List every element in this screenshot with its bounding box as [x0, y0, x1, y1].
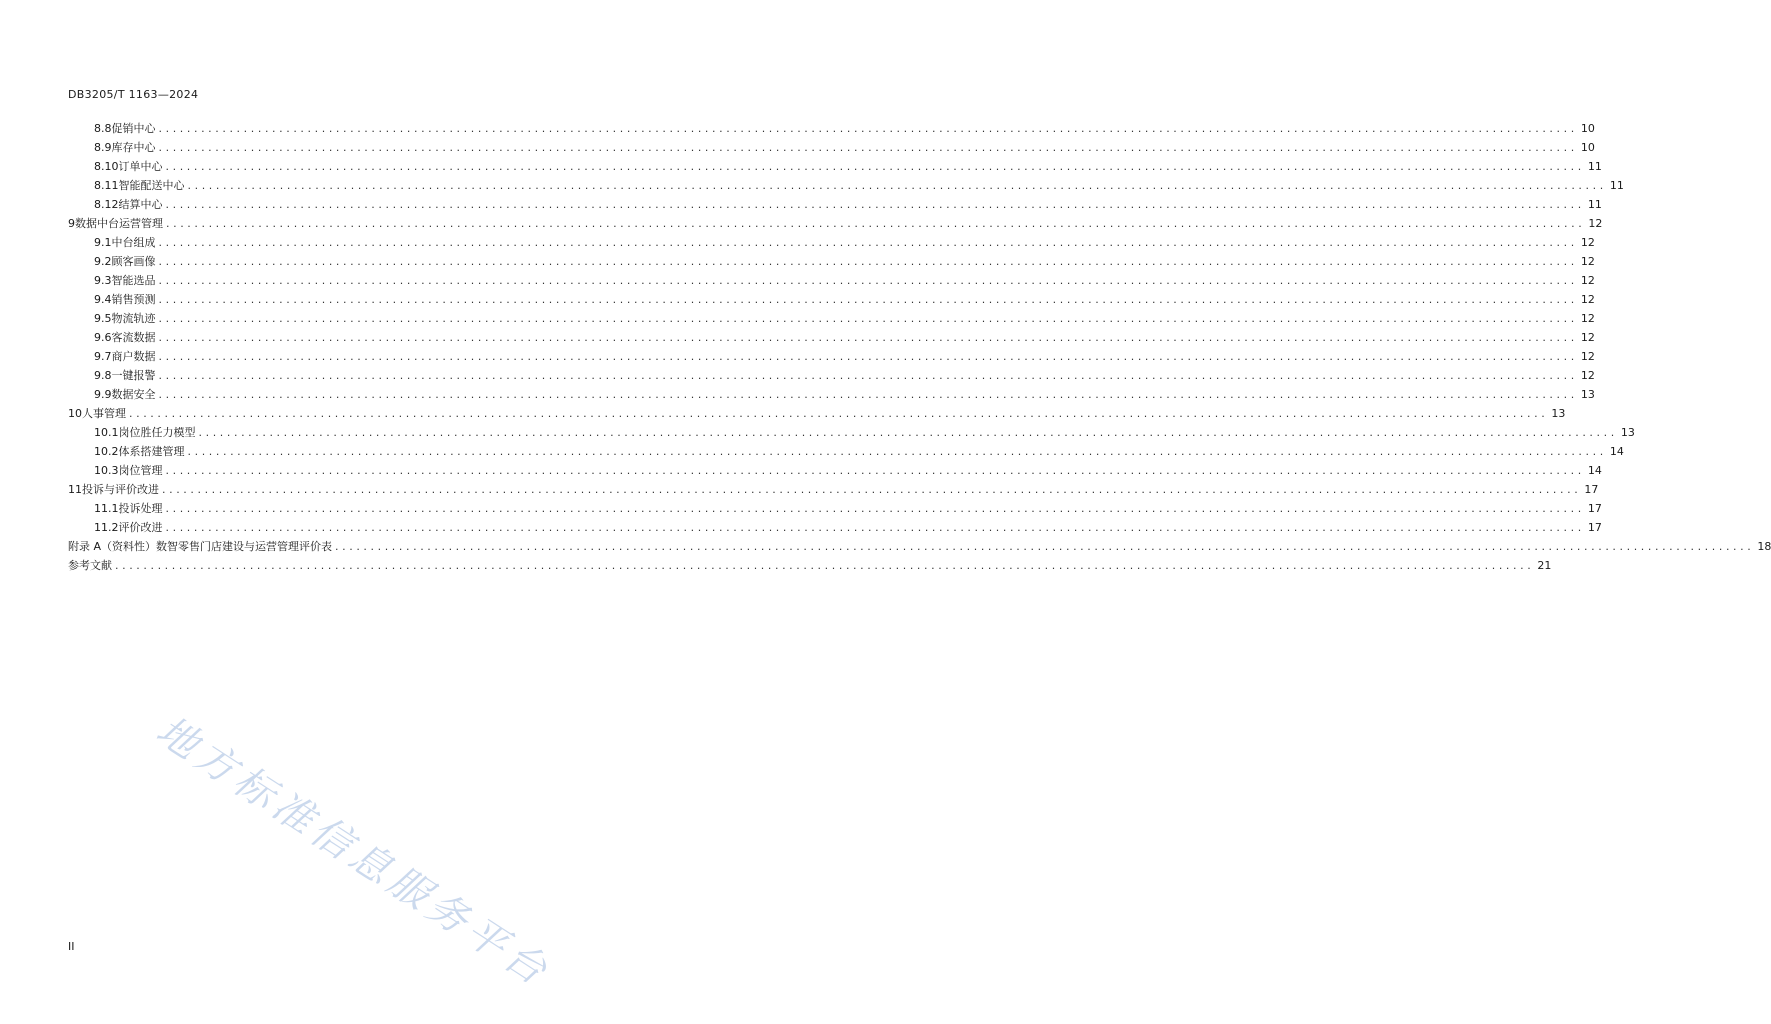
toc-entry-page: 13 — [1551, 407, 1566, 420]
toc-entry-title: 库存中心 — [111, 141, 156, 154]
toc-entry[interactable] — [68, 423, 1635, 442]
toc-leader-dots: ........................................................................................................................................................................................................ — [187, 179, 1607, 192]
page-number: II — [68, 940, 75, 953]
toc-entry-page: 17 — [1587, 502, 1602, 515]
toc-entry-number: 9.9 — [94, 388, 112, 401]
toc-entry-number: 11.1 — [94, 502, 119, 515]
toc-entry-page: 18 — [1757, 540, 1771, 553]
toc-entry[interactable] — [68, 214, 1603, 233]
toc-entry-title: 销售预测 — [111, 293, 156, 306]
toc-entry[interactable] — [68, 157, 1602, 176]
toc-leader-dots: ........................................................................................................................................................................................................ — [165, 502, 1585, 515]
toc-leader-dots: ........................................................................................................................................................................................................ — [158, 141, 1578, 154]
toc-leader-dots: ........................................................................................................................................................................................................ — [158, 369, 1578, 382]
toc-entry-title: 投诉与评价改进 — [82, 483, 159, 496]
toc-entry-title: 订单中心 — [118, 160, 163, 173]
toc-entry[interactable] — [68, 442, 1624, 461]
toc-leader-dots: ........................................................................................................................................................................................................ — [165, 198, 1585, 211]
watermark-text: 地方标准信息服务平台 — [148, 707, 559, 997]
toc-entry-title: 数据安全 — [111, 388, 156, 401]
toc-entry-page: 13 — [1620, 426, 1635, 439]
toc-entry[interactable] — [68, 537, 1771, 556]
toc-entry-number: 11.2 — [94, 521, 119, 534]
toc-leader-dots: ........................................................................................................................................................................................................ — [187, 445, 1607, 458]
toc-entry[interactable] — [68, 138, 1595, 157]
toc-entry-title: 体系搭建管理 — [118, 445, 185, 458]
toc-entry-page: 10 — [1580, 122, 1595, 135]
toc-leader-dots: ........................................................................................................................................................................................................ — [165, 464, 1585, 477]
toc-entry[interactable] — [68, 499, 1602, 518]
toc-leader-dots: ........................................................................................................................................................................................................ — [115, 559, 1535, 572]
toc-entry[interactable] — [68, 404, 1566, 423]
toc-entry-page: 21 — [1537, 559, 1552, 572]
toc-entry-page: 11 — [1587, 160, 1602, 173]
toc-entry-title: 促销中心 — [111, 122, 156, 135]
toc-entry-number: 9.4 — [94, 293, 112, 306]
toc-entry-title: 智能选品 — [111, 274, 156, 287]
toc-entry-number: 9.2 — [94, 255, 112, 268]
toc-entry-number: 10 — [68, 407, 82, 420]
toc-leader-dots: ........................................................................................................................................................................................................ — [165, 160, 1585, 173]
toc-entry-page: 12 — [1580, 255, 1595, 268]
toc-entry-title: 评价改进 — [118, 521, 163, 534]
toc-entry-page: 12 — [1588, 217, 1603, 230]
toc-entry-page: 11 — [1609, 179, 1624, 192]
toc-entry-title: 人事管理 — [82, 407, 126, 420]
toc-entry-page: 12 — [1580, 350, 1595, 363]
toc-entry-number: 10.3 — [94, 464, 119, 477]
toc-leader-dots: ........................................................................................................................................................................................................ — [158, 331, 1578, 344]
toc-entry-title: 数据中台运营管理 — [75, 217, 163, 230]
toc-entry-title: 中台组成 — [111, 236, 156, 249]
toc-entry-page: 12 — [1580, 236, 1595, 249]
toc-leader-dots: ........................................................................................................................................................................................................ — [129, 407, 1549, 420]
toc-leader-dots: ........................................................................................................................................................................................................ — [166, 217, 1586, 230]
toc-leader-dots: ........................................................................................................................................................................................................ — [158, 350, 1578, 363]
toc-entry-number: 9.7 — [94, 350, 112, 363]
toc-entry-page: 12 — [1580, 369, 1595, 382]
toc-entry-page: 17 — [1584, 483, 1599, 496]
toc-entry-page: 12 — [1580, 312, 1595, 325]
toc-leader-dots: ........................................................................................................................................................................................................ — [158, 255, 1578, 268]
toc-entry-title: 数智零售门店建设与运营管理评价表 — [156, 540, 333, 553]
toc-entry[interactable] — [68, 480, 1599, 499]
toc-entry-title: 参考文献 — [68, 559, 112, 572]
toc-entry-title: 一键报警 — [111, 369, 156, 382]
toc-entry-number: 9.3 — [94, 274, 112, 287]
toc-entry[interactable] — [68, 328, 1595, 347]
toc-entry-title: 结算中心 — [118, 198, 163, 211]
toc-entry-number: 11 — [68, 483, 82, 496]
toc-entry[interactable] — [68, 366, 1595, 385]
toc-entry-number: 8.11 — [94, 179, 119, 192]
toc-entry-number: 8.9 — [94, 141, 112, 154]
toc-entry-number: 9.8 — [94, 369, 112, 382]
toc-leader-dots: ........................................................................................................................................................................................................ — [158, 312, 1578, 325]
toc-entry-page: 12 — [1580, 293, 1595, 306]
toc-leader-dots: ........................................................................................................................................................................................................ — [165, 521, 1585, 534]
toc-entry[interactable] — [68, 385, 1595, 404]
toc-entry-title: 岗位管理 — [118, 464, 163, 477]
toc-leader-dots: ........................................................................................................................................................................................................ — [158, 388, 1578, 401]
toc-entry-number: 9 — [68, 217, 75, 230]
toc-entry-page: 10 — [1580, 141, 1595, 154]
toc-leader-dots: ........................................................................................................................................................................................................ — [158, 274, 1578, 287]
toc-entry-number: 9.6 — [94, 331, 112, 344]
toc-entry[interactable] — [68, 347, 1595, 366]
toc-entry[interactable] — [68, 309, 1595, 328]
toc-entry-title: 商户数据 — [111, 350, 156, 363]
toc-leader-dots: ........................................................................................................................................................................................................ — [162, 483, 1582, 496]
toc-entry[interactable] — [68, 233, 1595, 252]
toc-entry-number: 8.12 — [94, 198, 119, 211]
toc-leader-dots: ........................................................................................................................................................................................................ — [335, 540, 1755, 553]
toc-entry-page: 14 — [1587, 464, 1602, 477]
toc-entry-page: 12 — [1580, 331, 1595, 344]
toc-entry-title: 顾客画像 — [111, 255, 156, 268]
toc-entry[interactable] — [68, 195, 1602, 214]
toc-entry-page: 13 — [1580, 388, 1595, 401]
toc-entry-number: 10.1 — [94, 426, 119, 439]
toc-entry-title: 岗位胜任力模型 — [118, 426, 196, 439]
toc-entry-number: 附录 A（资料性） — [68, 540, 157, 553]
toc-entry[interactable] — [68, 556, 1552, 575]
toc-entry[interactable] — [68, 290, 1595, 309]
toc-entry-number: 9.1 — [94, 236, 112, 249]
toc-entry[interactable] — [68, 252, 1595, 271]
toc-entry-title: 智能配送中心 — [118, 179, 185, 192]
toc-entry-title: 物流轨迹 — [111, 312, 156, 325]
toc-entry-number: 10.2 — [94, 445, 119, 458]
toc-leader-dots: ........................................................................................................................................................................................................ — [198, 426, 1618, 439]
toc-entry-number: 8.8 — [94, 122, 112, 135]
toc-leader-dots: ........................................................................................................................................................................................................ — [158, 236, 1578, 249]
toc-entry-page: 17 — [1587, 521, 1602, 534]
toc-entry[interactable] — [68, 119, 1595, 138]
toc-entry-number: 9.5 — [94, 312, 112, 325]
toc-entry-page: 14 — [1609, 445, 1624, 458]
toc-entry-title: 客流数据 — [111, 331, 156, 344]
toc-entry-number: 8.10 — [94, 160, 119, 173]
toc-leader-dots: ........................................................................................................................................................................................................ — [158, 122, 1578, 135]
toc-entry[interactable] — [68, 518, 1602, 537]
toc-leader-dots: ........................................................................................................................................................................................................ — [158, 293, 1578, 306]
toc-entry-page: 11 — [1587, 198, 1602, 211]
table-of-contents — [68, 119, 1771, 575]
toc-entry[interactable] — [68, 271, 1595, 290]
toc-entry-page: 12 — [1580, 274, 1595, 287]
toc-entry[interactable] — [68, 176, 1624, 195]
document-code: DB3205/T 1163—2024 — [68, 88, 199, 101]
toc-entry[interactable] — [68, 461, 1602, 480]
toc-entry-title: 投诉处理 — [118, 502, 163, 515]
